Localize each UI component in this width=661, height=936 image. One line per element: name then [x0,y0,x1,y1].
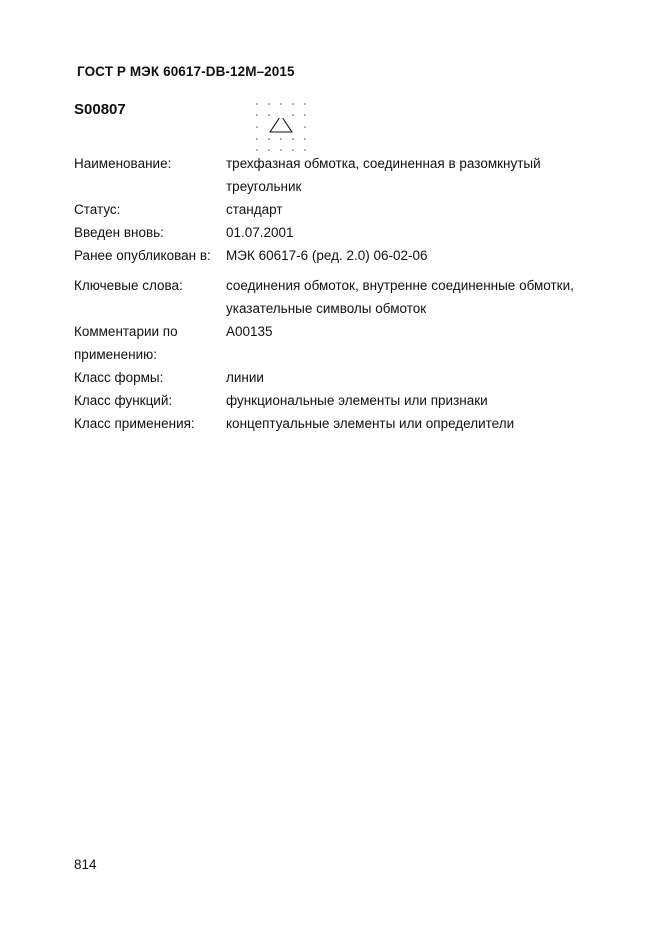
shape-class-value: линии [226,370,264,385]
comments-label-line1: Комментарии по [74,324,178,339]
function-class-label: Класс функций: [74,393,173,408]
published-label: Ранее опубликован в: [74,248,211,263]
row-introduced [74,221,594,244]
status-label: Статус: [74,202,121,217]
status-value: стандарт [226,202,283,217]
shape-class-label: Класс формы: [74,370,164,385]
row-comments [74,320,594,366]
row-function-class [74,389,594,412]
spacer [74,267,594,274]
row-name [74,152,594,198]
open-delta-triangle-symbol-icon [253,100,311,152]
row-shape-class [74,366,594,389]
name-label: Наименование: [74,156,172,171]
introduced-label: Введен вновь: [74,225,164,240]
row-application-class [74,412,594,435]
published-value: МЭК 60617-6 (ред. 2.0) 06-02-06 [226,248,428,263]
row-status [74,198,594,221]
application-class-value: концептуальные элементы или определители [226,416,515,431]
comments-label-line2: применению: [74,347,157,362]
comments-label [74,320,226,366]
name-value-line1: трехфазная обмотка, соединенная в разомкнутый [226,156,541,171]
introduced-value: 01.07.2001 [226,225,294,240]
keywords-value-line2: указательные символы обмоток [226,301,427,316]
name-value [226,152,594,198]
attribute-table [74,152,594,435]
name-value-line2: треугольник [226,179,302,194]
keywords-value-line1: соединения обмоток, внутренне соединенные обмотки, [226,278,574,293]
page-number: 814 [74,857,97,872]
row-published [74,244,594,267]
application-class-label: Класс применения: [74,416,195,431]
function-class-value: функциональные элементы или признаки [226,393,488,408]
document-header: ГОСТ Р МЭК 60617-DB-12M–2015 [77,64,295,79]
keywords-label: Ключевые слова: [74,278,183,293]
keywords-value [226,274,594,320]
comments-value: A00135 [226,324,273,339]
symbol-code: S00807 [74,101,126,118]
row-keywords [74,274,594,320]
